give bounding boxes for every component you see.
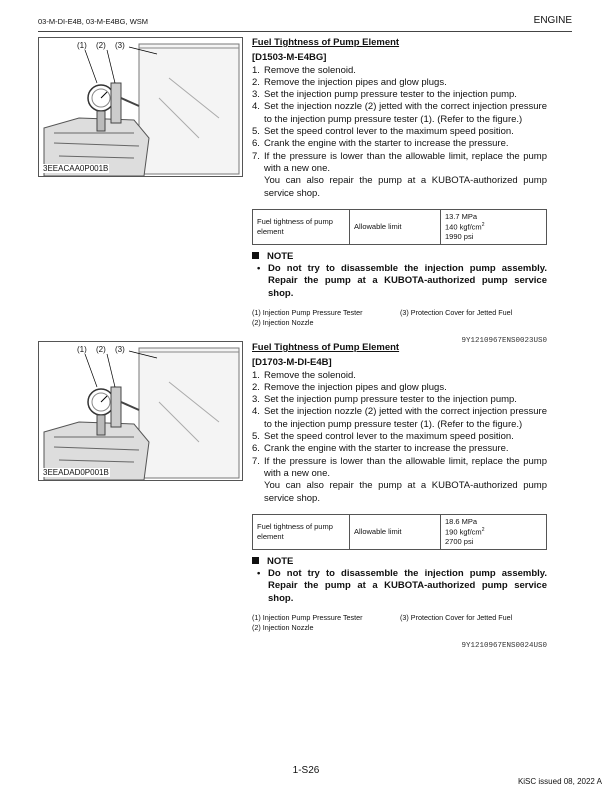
header-doc-code: 03-M-DI-E4B, 03-M-E4BG, WSM <box>38 17 149 26</box>
step-text: Set the injection nozzle (2) jetted with the correct injection pressure to the injection pump pressure tester (1). (Refer to the figure.) <box>264 406 547 430</box>
spec-item: Fuel tightness of pump element <box>253 514 350 549</box>
step-extra-text: You can also repair the pump at a KUBOTA-authorized pump service shop. <box>264 480 547 504</box>
spec-values <box>441 514 547 549</box>
square-bullet-icon <box>252 557 259 564</box>
step-number: 7. <box>252 455 260 467</box>
figure-captions <box>252 613 547 632</box>
callout-2: (2) <box>96 345 106 354</box>
step-number: 3. <box>252 89 260 101</box>
procedure-step <box>252 431 547 443</box>
callout-3: (3) <box>115 345 125 354</box>
step-number: 5. <box>252 126 260 138</box>
section-d1703 <box>252 342 547 652</box>
note-heading: NOTE <box>252 251 547 263</box>
procedure-step <box>252 370 547 382</box>
engine-illustration <box>39 38 242 176</box>
procedure-step <box>252 394 547 406</box>
caption-3: (3) Protection Cover for Jetted Fuel <box>400 613 513 623</box>
procedure-steps <box>252 65 547 200</box>
step-text: Remove the injection pipes and glow plugs. <box>264 381 447 393</box>
page-number: 1-S26 <box>292 765 320 776</box>
step-extra-text: You can also repair the pump at a KUBOTA-authorized pump service shop. <box>264 175 547 199</box>
callout-2: (2) <box>96 41 106 50</box>
step-number: 2. <box>252 76 260 88</box>
caption-2: (2) Injection Nozzle <box>252 317 314 327</box>
procedure-step <box>252 126 547 138</box>
bullet-icon: • <box>257 568 261 580</box>
step-number: 2. <box>252 381 260 393</box>
note-text: • Do not try to disassemble the injection pump assembly. Repair the pump at a KUBOTA-authorized pump service shop. <box>257 263 547 299</box>
caption-2: (2) Injection Nozzle <box>252 622 314 632</box>
step-text: Crank the engine with the starter to increase the pressure. <box>264 138 509 150</box>
step-number: 6. <box>252 443 260 455</box>
spec-table <box>252 209 547 245</box>
section-title: Fuel Tightness of Pump Element <box>252 37 400 48</box>
model-code: [D1503-M-E4BG] <box>252 52 327 64</box>
step-number: 5. <box>252 431 260 443</box>
procedure-step <box>252 406 547 431</box>
procedure-step <box>252 456 547 505</box>
step-text: Crank the engine with the starter to increase the pressure. <box>264 443 509 455</box>
figure-id: 3EEACAA0P001B <box>43 164 109 173</box>
step-text: Set the injection pump pressure tester to the injection pump. <box>264 394 517 406</box>
engine-illustration <box>39 342 242 480</box>
value-mpa: 13.7 MPa <box>445 211 478 221</box>
model-code: [D1703-M-DI-E4B] <box>252 357 332 369</box>
value-kgf: 140 kgf/$cm^2$ <box>445 222 485 232</box>
note-heading: NOTE <box>252 556 547 568</box>
step-number: 7. <box>252 150 260 162</box>
step-text: If the pressure is lower than the allowable limit, replace the pump with a new one. <box>264 150 547 174</box>
header-rule <box>38 31 572 32</box>
step-text: Set the injection nozzle (2) jetted with the correct injection pressure to the injection pump pressure tester (1). (Refer to the figure.) <box>264 101 547 125</box>
callout-3: (3) <box>115 41 125 50</box>
issue-info: KiSC issued 08, 2022 A <box>517 777 602 786</box>
figure-id: 3EEADAD0P001B <box>43 468 109 477</box>
callout-1: (1) <box>77 345 87 354</box>
caption-1: (1) Injection Pump Pressure Tester <box>252 613 363 623</box>
procedure-step <box>252 151 547 200</box>
value-kgf: 190 kgf/$cm^2$ <box>445 527 485 537</box>
procedure-step <box>252 382 547 394</box>
document-code: 9Y1210967ENS0024US0 <box>461 642 547 651</box>
spec-values <box>441 209 547 244</box>
step-text: Remove the injection pipes and glow plugs. <box>264 76 447 88</box>
procedure-step <box>252 89 547 101</box>
value-psi: 1990 psi <box>445 232 474 242</box>
step-text: Set the speed control lever to the maximum speed position. <box>264 431 514 443</box>
value-mpa: 18.6 MPa <box>445 516 478 526</box>
procedure-step <box>252 138 547 150</box>
figure-pump-tester-d1703 <box>38 341 243 481</box>
step-number: 4. <box>252 406 260 418</box>
spec-table <box>252 514 547 550</box>
step-number: 4. <box>252 101 260 113</box>
procedure-steps <box>252 370 547 505</box>
step-number: 6. <box>252 138 260 150</box>
procedure-step <box>252 443 547 455</box>
procedure-step <box>252 65 547 77</box>
step-number: 3. <box>252 394 260 406</box>
caption-1: (1) Injection Pump Pressure Tester <box>252 308 363 318</box>
spec-type: Allowable limit <box>350 514 441 549</box>
header-section: ENGINE <box>533 15 572 26</box>
step-text: Set the injection pump pressure tester to the injection pump. <box>264 89 517 101</box>
step-text: Remove the solenoid. <box>264 64 356 76</box>
callout-1: (1) <box>77 41 87 50</box>
bullet-icon: • <box>257 263 261 275</box>
step-number: 1. <box>252 369 260 381</box>
value-psi: 2700 psi <box>445 537 474 547</box>
procedure-step <box>252 77 547 89</box>
square-bullet-icon <box>252 252 259 259</box>
note-text: • Do not try to disassemble the injection pump assembly. Repair the pump at a KUBOTA-authorized pump service shop. <box>257 568 547 604</box>
caption-3: (3) Protection Cover for Jetted Fuel <box>400 308 513 318</box>
section-title: Fuel Tightness of Pump Element <box>252 342 400 353</box>
document-code: 9Y1210967ENS0023US0 <box>461 337 547 346</box>
step-text: If the pressure is lower than the allowable limit, replace the pump with a new one. <box>264 455 547 479</box>
spec-item: Fuel tightness of pump element <box>253 209 350 244</box>
step-number: 1. <box>252 64 260 76</box>
step-text: Set the speed control lever to the maximum speed position. <box>264 126 514 138</box>
figure-pump-tester-d1503 <box>38 37 243 177</box>
step-text: Remove the solenoid. <box>264 369 356 381</box>
spec-type: Allowable limit <box>350 209 441 244</box>
figure-captions <box>252 308 547 327</box>
procedure-step <box>252 101 547 126</box>
section-d1503 <box>252 37 547 347</box>
